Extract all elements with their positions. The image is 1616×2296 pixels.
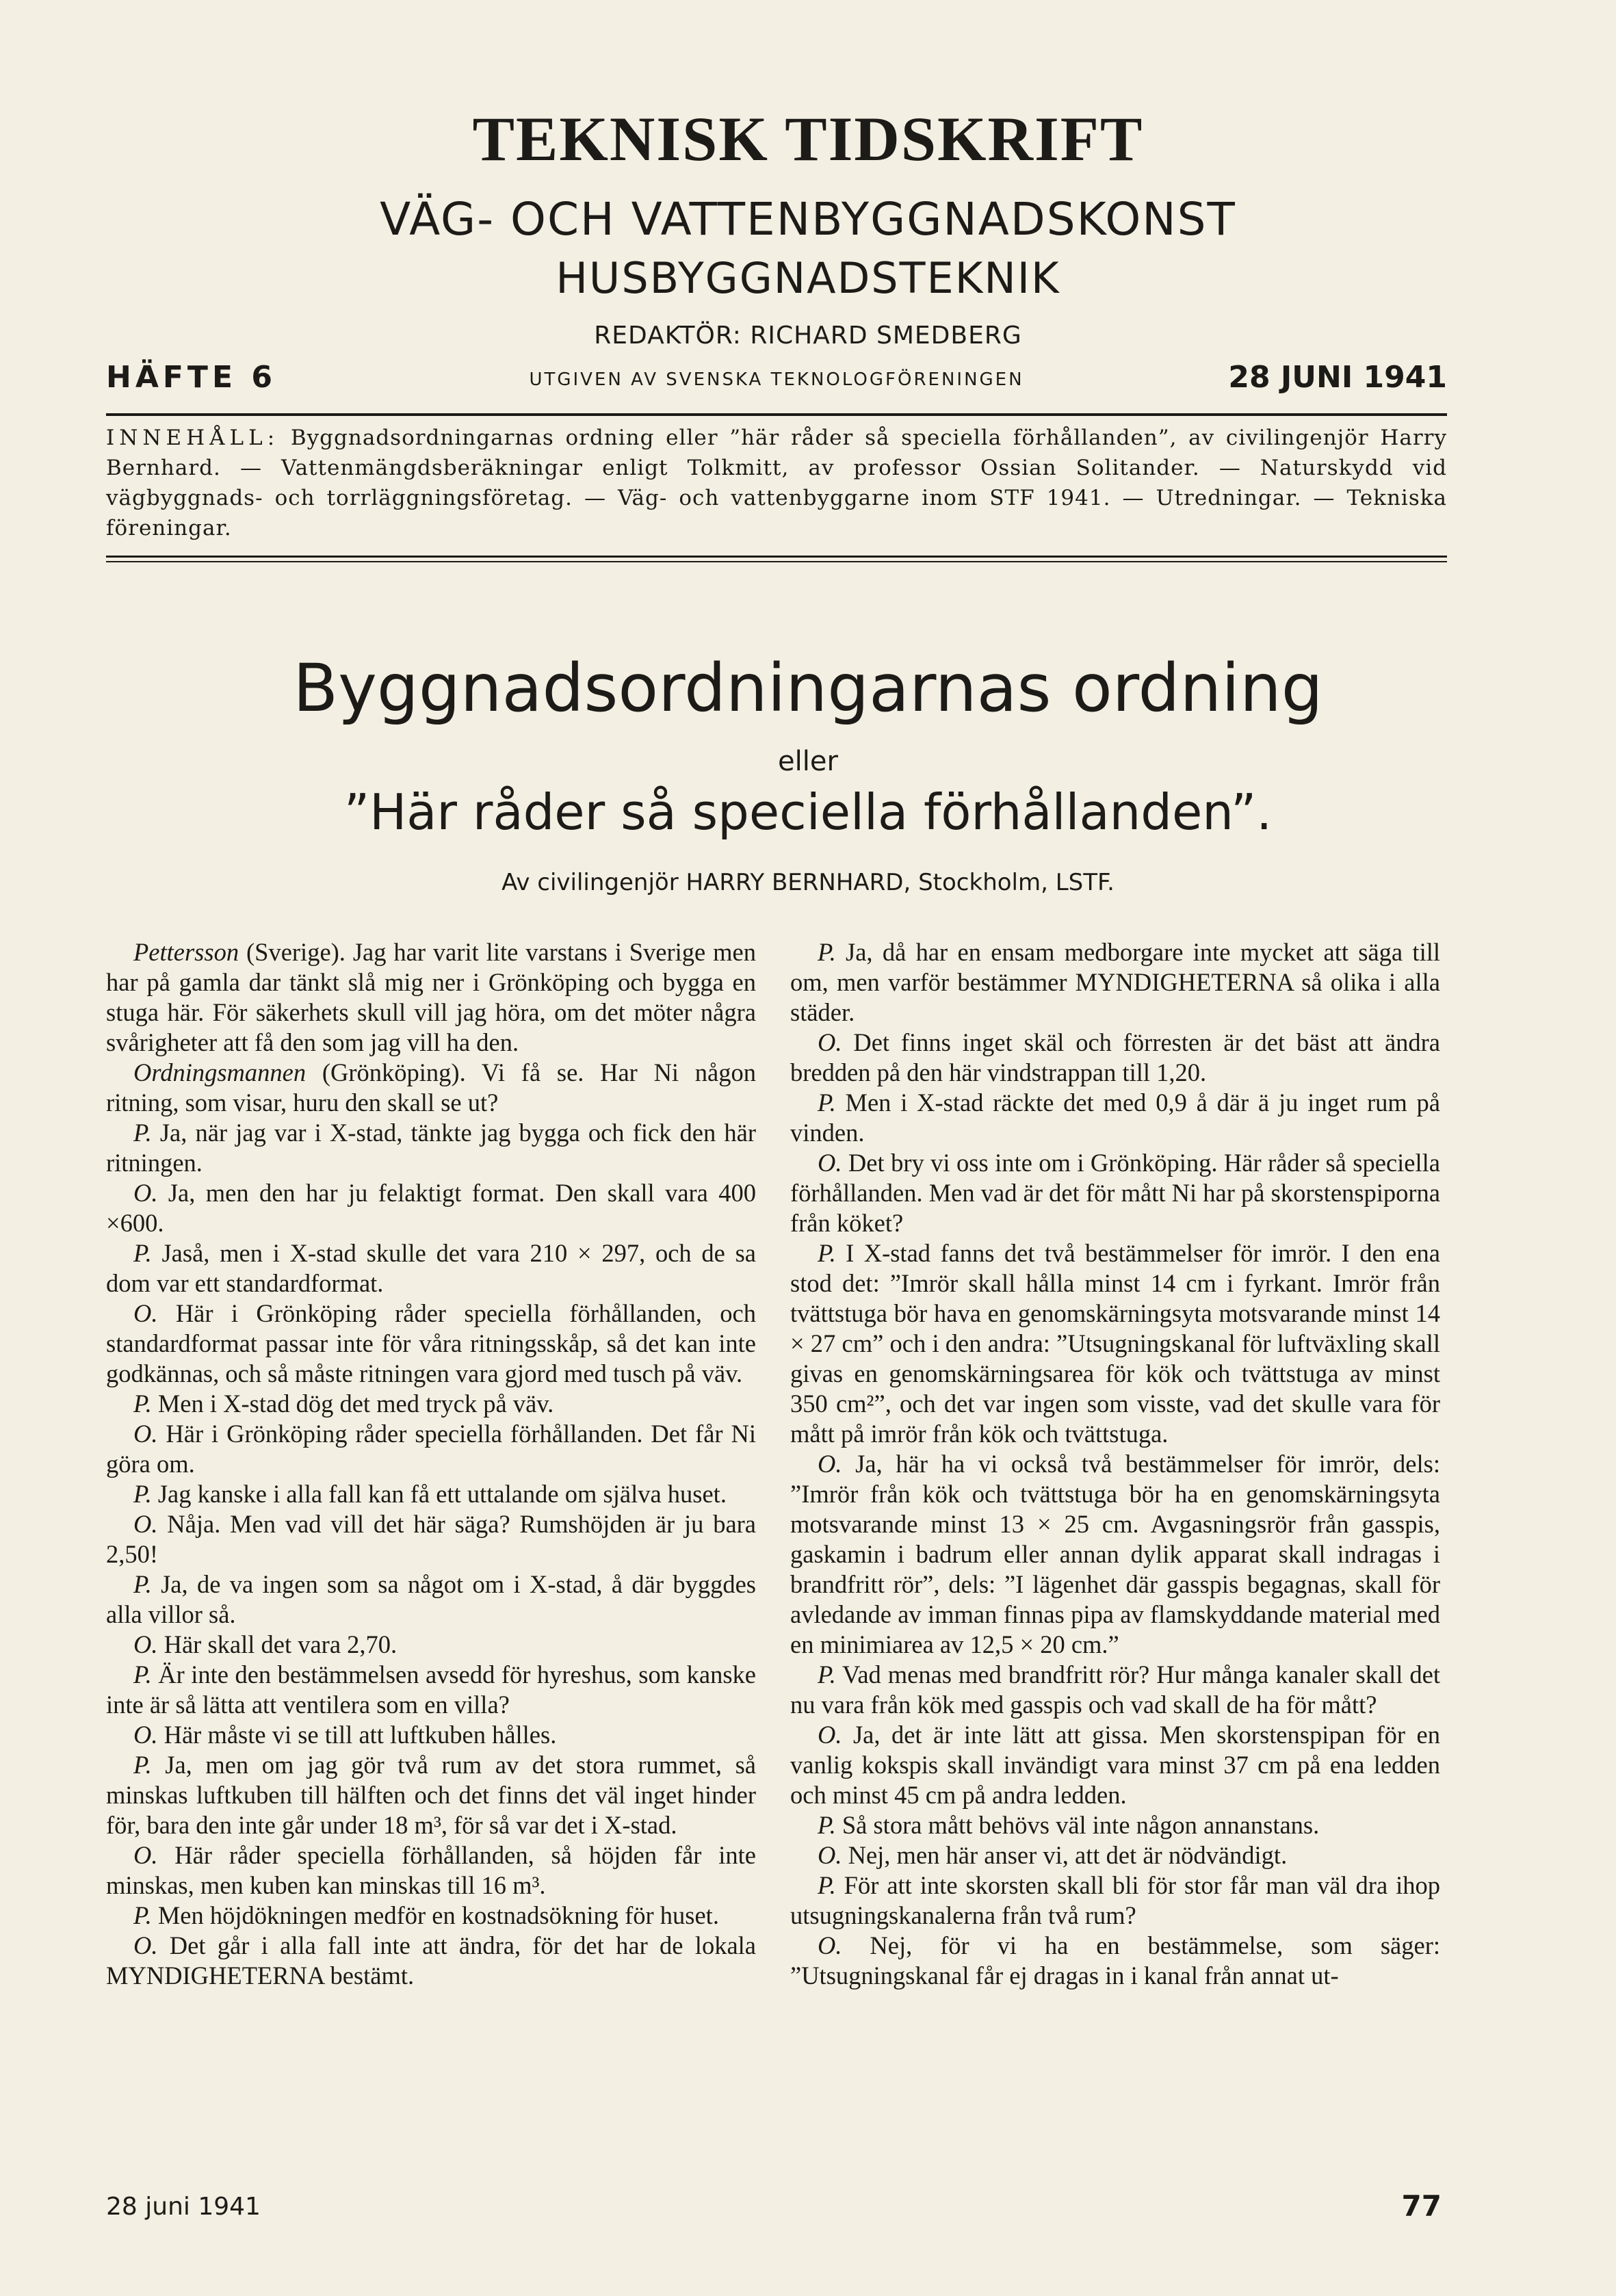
speech-text: Det bry vi oss inte om i Grönköping. Här råder så speciella förhållanden. Men vad är det för mått Ni har på skorstenspiporna från köket?: [790, 1149, 1440, 1237]
speaker-name: P.: [818, 1811, 836, 1839]
speaker-name: P.: [818, 1239, 836, 1267]
journal-subtitle-2: HUSBYGGNADSTEKNIK: [556, 253, 1060, 303]
issue-row: [106, 354, 1447, 402]
speaker-name: O.: [133, 1510, 158, 1538]
speech-text: Ja, men om jag gör två rum av det stora rummet, så minskas luftkuben till hälften och det finns det väl inget hinder för, bara den inte går under 18 m³, för så var det i X-stad.: [106, 1751, 756, 1839]
speech-text: Jaså, men i X-stad skulle det vara 210 × 297, och de sa dom var ett standardformat.: [106, 1239, 756, 1297]
speaker-name: P.: [133, 1239, 152, 1267]
contents-text: Byggnadsordningarnas ordning eller ”här råder så speciella förhållanden”, av civilingenjör Harry Bernhard. — Vattenmängdsberäkningar enligt Tolkmitt, av professor Ossian Solitander. — Naturskydd vid vägbyggnads- och torrläggningsföretag. — Väg- och vattenbyggarne inom STF 1941. — Utredningar. — Tekniska föreningar.: [106, 426, 1448, 540]
issue-date: 28 JUNI 1941: [1228, 360, 1447, 395]
divider-top: [106, 413, 1447, 416]
dialogue-paragraph: [790, 1931, 1440, 1991]
speech-text: Här i Grönköping råder speciella förhållanden. Det får Ni göra om.: [106, 1420, 756, 1478]
dialogue-paragraph: [106, 1118, 756, 1178]
speaker-name: O.: [818, 1450, 842, 1478]
dialogue-paragraph: [106, 1840, 756, 1901]
speaker-name: P.: [133, 1390, 152, 1418]
speaker-name: Ordningsmannen: [133, 1058, 307, 1086]
issue-number: HÄFTE 6: [106, 360, 276, 395]
speech-text: Här skall det vara 2,70.: [157, 1630, 398, 1658]
dialogue-paragraph: [106, 1479, 756, 1509]
speaker-name: O.: [818, 1721, 842, 1749]
footer-date: 28 juni 1941: [106, 2193, 261, 2221]
article-title-conjunction: eller: [778, 746, 838, 777]
speech-text: Nej, men här anser vi, att det är nödvändigt.: [842, 1841, 1288, 1869]
speaker-name: O.: [133, 1931, 158, 1959]
speech-text: Ja, de va ingen som sa något om i X-stad, å där byggdes alla villor så.: [106, 1570, 756, 1628]
dialogue-paragraph: [106, 1058, 756, 1118]
speech-text: Nåja. Men vad vill det här säga? Rumshöjden är ju bara 2,50!: [106, 1510, 756, 1568]
speech-text: Ja, det är inte lätt att gissa. Men skorstenspipan för en vanlig kokspis skall invändigt vara minst 37 cm på ena ledden och minst 45 cm på andra ledden.: [790, 1721, 1440, 1809]
speech-text: Ja, men den har ju felaktigt format. Den skall vara 400 ×600.: [106, 1179, 756, 1237]
text-column-left: [106, 937, 756, 1991]
dialogue-paragraph: [790, 1088, 1440, 1148]
dialogue-paragraph: [106, 1389, 756, 1419]
speaker-name: O.: [818, 1931, 842, 1959]
speech-text: Det går i alla fall inte att ändra, för det har de lokala MYNDIGHETERNA bestämt.: [106, 1931, 756, 1990]
speaker-name: O.: [133, 1179, 158, 1207]
dialogue-paragraph: [106, 1419, 756, 1479]
speaker-name: O.: [818, 1028, 842, 1056]
speech-text: För att inte skorsten skall bli för stor får man väl dra ihop utsugningskanalerna från två rum?: [790, 1871, 1440, 1929]
speaker-name: Pettersson: [133, 938, 239, 966]
dialogue-paragraph: [106, 1178, 756, 1238]
speaker-name: O.: [133, 1841, 158, 1869]
speech-text: Det finns inget skäl och förresten är det bäst att ändra bredden på den här vindstrappan till 1,20.: [790, 1028, 1440, 1086]
dialogue-paragraph: [106, 1569, 756, 1630]
dialogue-paragraph: [790, 937, 1440, 1028]
divider-bottom-thin: [106, 561, 1447, 562]
journal-title: TEKNISK TIDSKRIFT: [472, 104, 1144, 174]
dialogue-paragraph: [790, 1238, 1440, 1449]
dialogue-paragraph: [106, 1901, 756, 1931]
dialogue-paragraph: [106, 937, 756, 1058]
dialogue-paragraph: [790, 1028, 1440, 1088]
speaker-name: O.: [818, 1841, 842, 1869]
speaker-name: O.: [133, 1299, 158, 1327]
dialogue-paragraph: [790, 1870, 1440, 1931]
text-column-right: [790, 937, 1440, 1991]
publisher-line: UTGIVEN AV SVENSKA TEKNOLOGFÖRENINGEN: [529, 369, 1024, 390]
speech-text: Här i Grönköping råder speciella förhållanden, och standardformat passar inte för våra ritningsskåp, så det kan inte godkännas, och så måste ritningen vara gjord med tusch på väv.: [106, 1299, 756, 1387]
speaker-name: P.: [133, 1751, 152, 1779]
speaker-name: O.: [818, 1149, 842, 1177]
speaker-name: P.: [133, 1901, 152, 1929]
dialogue-paragraph: [106, 1931, 756, 1991]
dialogue-paragraph: [106, 1509, 756, 1569]
divider-bottom: [106, 556, 1447, 558]
speaker-name: P.: [133, 1119, 152, 1147]
dialogue-paragraph: [790, 1660, 1440, 1720]
dialogue-paragraph: [106, 1630, 756, 1660]
table-of-contents: [106, 423, 1447, 543]
dialogue-paragraph: [790, 1148, 1440, 1238]
journal-subtitle-1: VÄG- OCH VATTENBYGGNADSKONST: [380, 193, 1236, 246]
speaker-name: O.: [133, 1630, 158, 1658]
speech-text: Nej, för vi ha en bestämmelse, som säger: ”Utsugningskanal får ej dragas in i kanal från annat ut-: [790, 1931, 1440, 1990]
speech-text: Ja, när jag var i X-stad, tänkte jag bygga och fick den här ritningen.: [106, 1119, 756, 1177]
speech-text: I X-stad fanns det två bestämmelser för imrör. I den ena stod det: ”Imrör skall hålla minst 14 cm i fyrkant. Imrör från tvättstuga bör hava en genomskärningsyta motsvarande minst 14 × 27 cm” och i den andra: ”Utsugningskanal för luftväxling skall givas en genomskärningsarea för kök och tvättstuga av minst 350 cm²”, och det var ingen som visste, vad det skulle vara för mått på imrör från kök och tvättstuga.: [790, 1239, 1440, 1448]
dialogue-paragraph: [790, 1810, 1440, 1840]
speech-text: Vad menas med brandfritt rör? Hur många kanaler skall det nu vara från kök med gasspis och vad skall de ha för mått?: [790, 1660, 1440, 1719]
contents-label: INNEHÅLL:: [106, 426, 280, 450]
speech-text: Är inte den bestämmelsen avsedd för hyreshus, som kanske inte är så lätta att ventilera som en villa?: [106, 1660, 756, 1719]
speaker-name: P.: [133, 1480, 152, 1508]
speaker-name: P.: [133, 1570, 152, 1598]
speech-text: Jag kanske i alla fall kan få ett uttalande om själva huset.: [151, 1480, 727, 1508]
dialogue-paragraph: [106, 1750, 756, 1840]
speech-text: Men i X-stad dög det med tryck på väv.: [151, 1390, 554, 1418]
speech-text: Ja, då har en ensam medborgare inte mycket att säga till om, men varför bestämmer MYNDIGHETERNA så olika i alla städer.: [790, 938, 1440, 1026]
dialogue-paragraph: [790, 1449, 1440, 1660]
speaker-name: O.: [133, 1420, 158, 1448]
dialogue-paragraph: [106, 1299, 756, 1389]
speech-text: Men i X-stad räckte det med 0,9 å där ä ju inget rum på vinden.: [790, 1088, 1440, 1147]
speaker-name: P.: [818, 938, 836, 966]
dialogue-paragraph: [790, 1720, 1440, 1810]
dialogue-paragraph: [790, 1840, 1440, 1870]
editor-line: REDAKTÖR: RICHARD SMEDBERG: [594, 322, 1022, 350]
speech-text: Här måste vi se till att luftkuben hålles.: [157, 1721, 557, 1749]
speech-text: (Grönköping). Vi få se. Har Ni någon ritning, som visar, huru den skall se ut?: [106, 1058, 756, 1117]
dialogue-paragraph: [106, 1238, 756, 1299]
speaker-name: P.: [818, 1871, 836, 1899]
page-number: 77: [1401, 2189, 1442, 2223]
speaker-name: O.: [133, 1721, 158, 1749]
speech-text: Ja, här ha vi också två bestämmelser för imrör, dels: ”Imrör från kök och tvättstuga bör ha en genomskärningsyta motsvarande minst 13 × 25 cm. Avgasningsrör från gasspis, gaskamin i badrum eller annan dylik apparat skall indragas i brandfritt rör”, dels: ”I lägenhet där gasspis begagnas, skall för avledande av imman finnas pipa av flamskyddande material med en minimiarea av 12,5 × 20 cm.”: [790, 1450, 1440, 1658]
article-title: Byggnadsordningarnas ordning: [293, 650, 1323, 727]
speech-text: Så stora mått behövs väl inte någon annanstans.: [835, 1811, 1320, 1839]
speech-text: Men höjdökningen medför en kostnadsökning för huset.: [151, 1901, 719, 1929]
dialogue-paragraph: [106, 1660, 756, 1720]
speech-text: (Sverige). Jag har varit lite varstans i Sverige men har på gamla dar tänkt slå mig ner i Grönköping och bygga en stuga här. För säkerhets skull vill jag höra, om det möter några svårigheter att få den som jag vill ha den.: [106, 938, 756, 1056]
speaker-name: P.: [818, 1660, 836, 1688]
speaker-name: P.: [133, 1660, 152, 1688]
speaker-name: P.: [818, 1088, 836, 1117]
dialogue-paragraph: [106, 1720, 756, 1750]
article-subtitle: ”Här råder så speciella förhållanden”.: [343, 783, 1273, 841]
speech-text: Här råder speciella förhållanden, så höjden får inte minskas, men kuben kan minskas till 16 m³.: [106, 1841, 756, 1899]
article-byline: Av civilingenjör HARRY BERNHARD, Stockholm, LSTF.: [501, 869, 1115, 896]
